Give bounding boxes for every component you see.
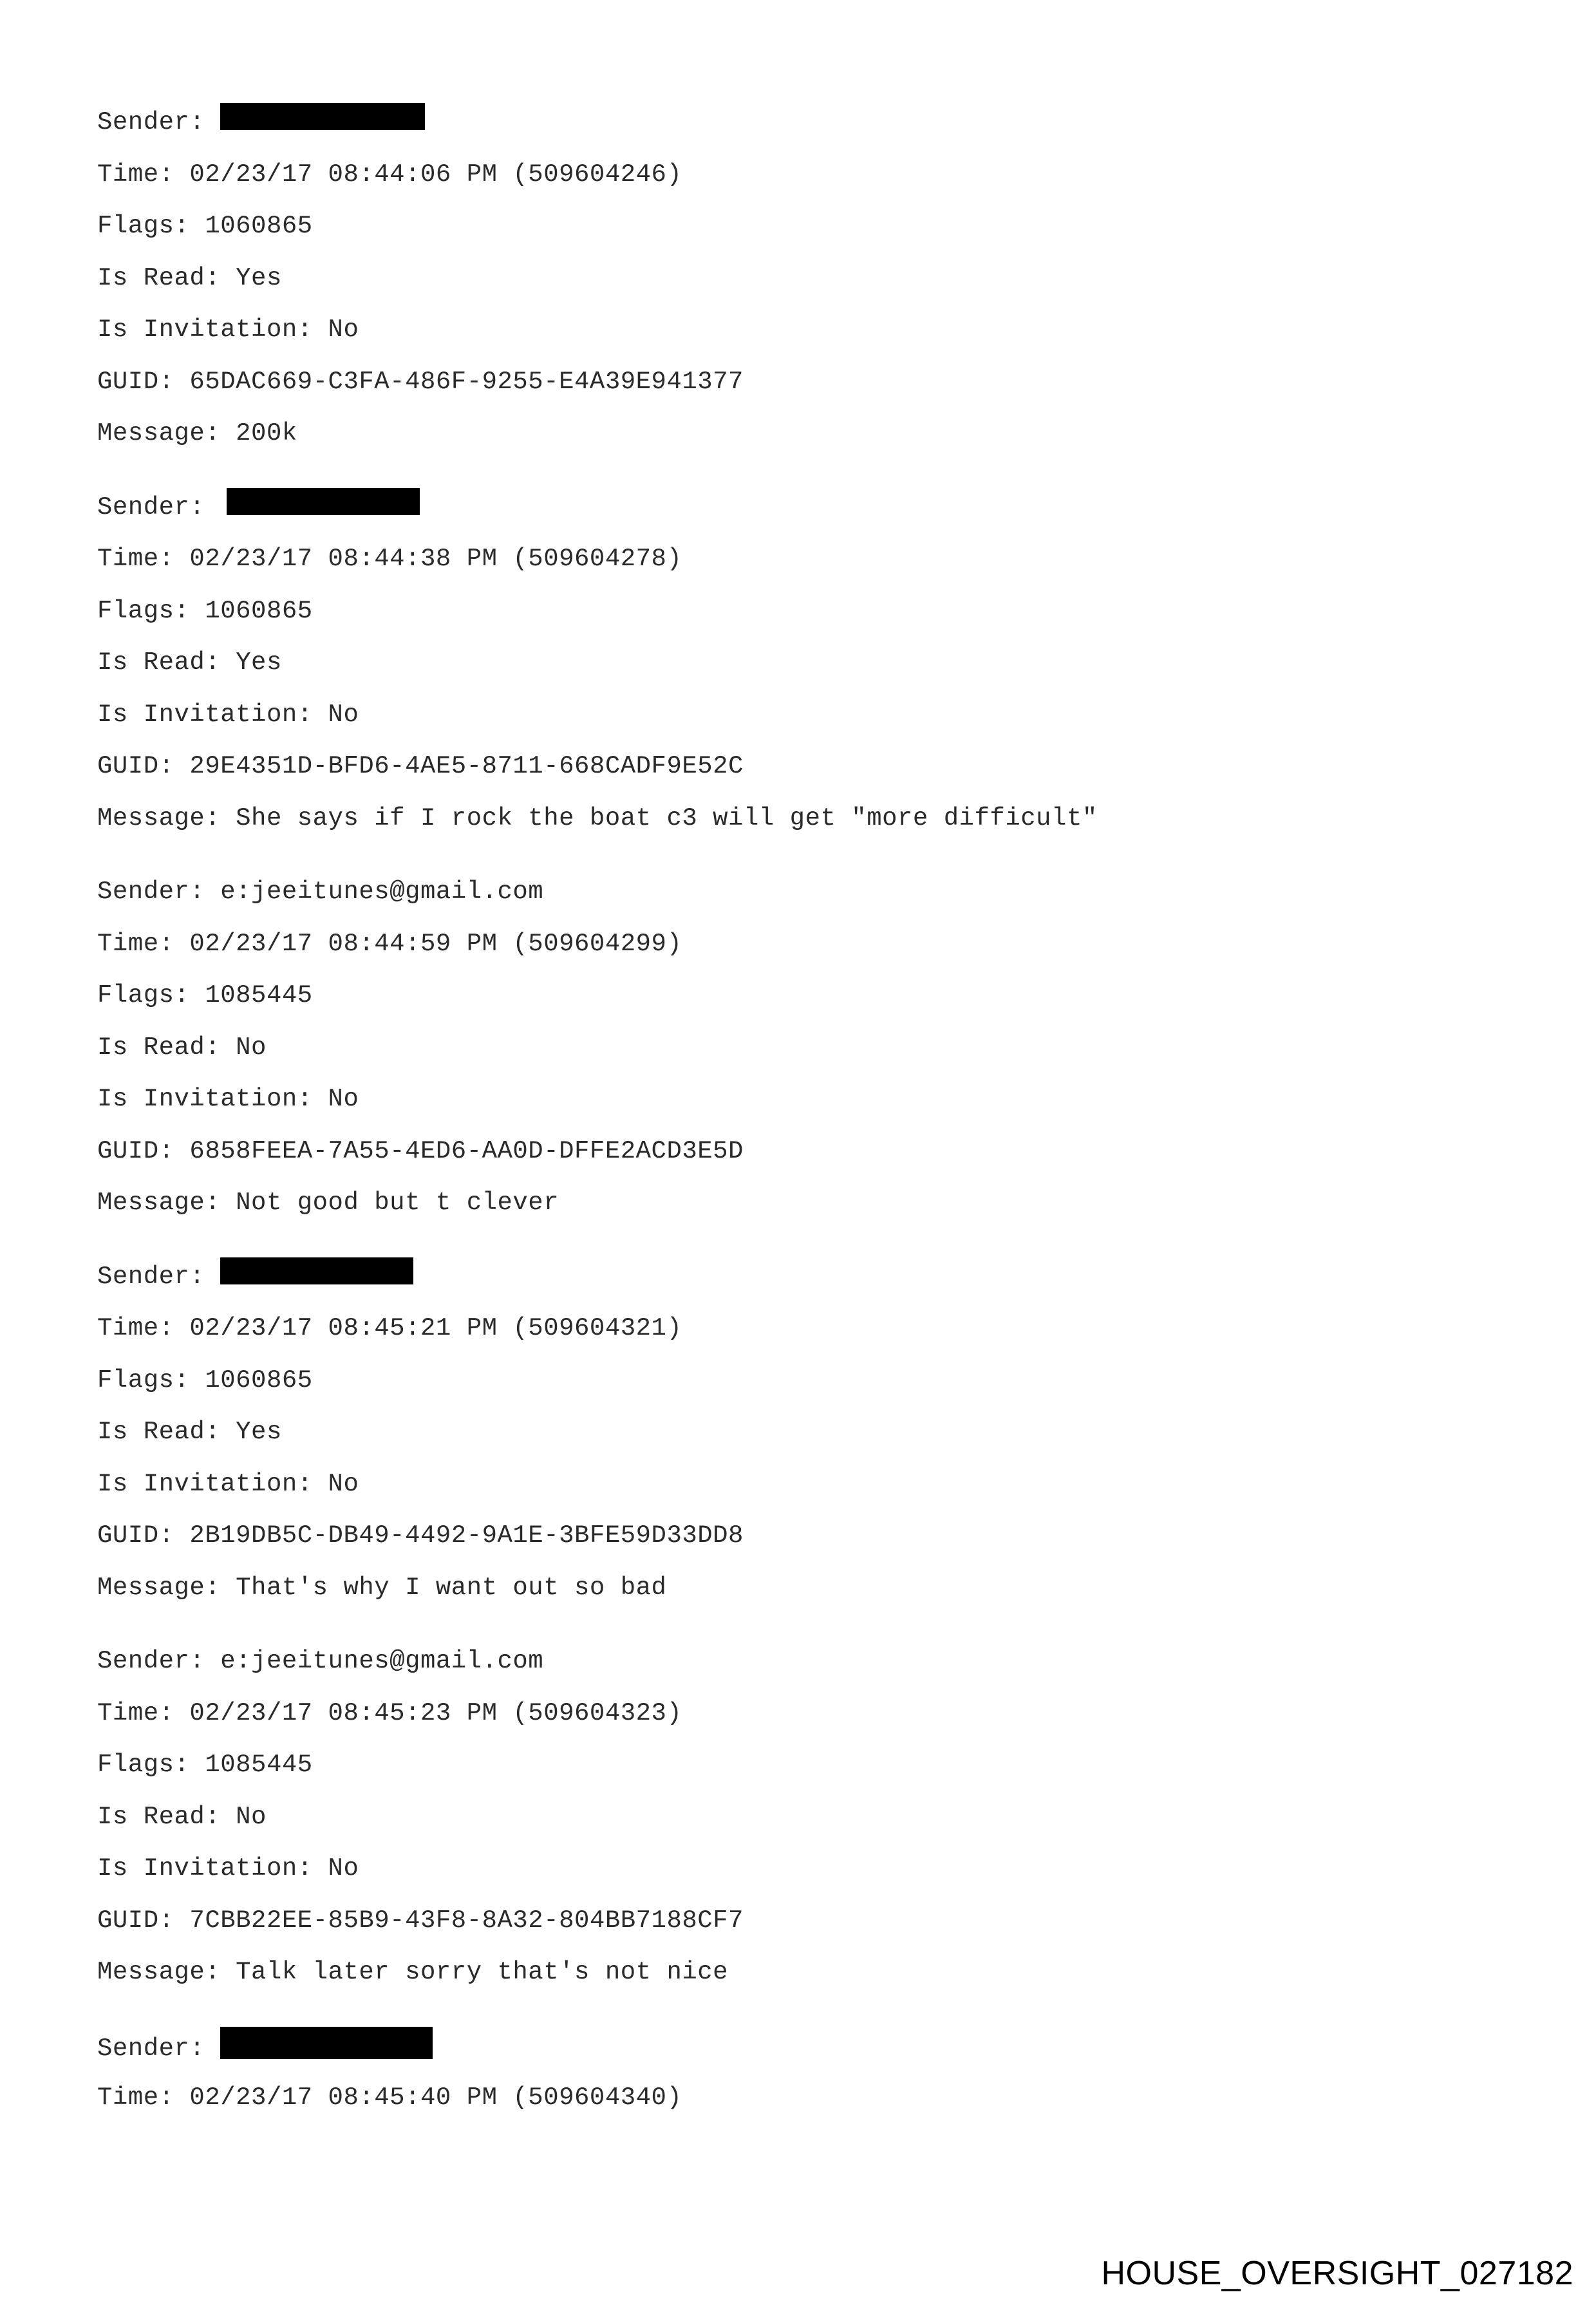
is-read-line: Is Read: No	[97, 1033, 267, 1062]
time-line: Time: 02/23/17 08:44:59 PM (509604299)	[97, 929, 682, 958]
sender-redaction	[220, 1257, 413, 1284]
sender-label: Sender:	[97, 108, 221, 136]
is-invitation-line: Is Invitation: No	[97, 700, 359, 729]
flags-line: Flags: 1085445	[97, 1751, 313, 1779]
message-log	[97, 103, 1514, 2152]
message-entry	[97, 2027, 1514, 2130]
bates-number: HOUSE_OVERSIGHT_027182	[1101, 2255, 1573, 2292]
message-line: Message: Not good but t clever	[97, 1189, 559, 1217]
time-line: Time: 02/23/17 08:45:23 PM (509604323)	[97, 1698, 682, 1727]
sender-line	[97, 2027, 1514, 2079]
message-line: Message: Talk later sorry that's not nice	[97, 1958, 729, 1986]
sender-line	[97, 1257, 1514, 1310]
is-read-line: Is Read: Yes	[97, 263, 282, 292]
sender-line	[97, 488, 1514, 540]
sender-redaction	[227, 488, 420, 515]
guid-line: GUID: 7CBB22EE-85B9-43F8-8A32-804BB7188CF7	[97, 1906, 744, 1935]
sender-address: e:jeeitunes@gmail.com	[220, 1647, 544, 1675]
sender-label: Sender:	[97, 493, 221, 522]
time-line: Time: 02/23/17 08:44:06 PM (509604246)	[97, 160, 682, 189]
is-read-line: Is Read: Yes	[97, 648, 282, 677]
flags-line: Flags: 1085445	[97, 981, 313, 1010]
message-line: Message: That's why I want out so bad	[97, 1573, 667, 1602]
is-read-line: Is Read: No	[97, 1802, 267, 1831]
message-entry	[97, 872, 1514, 1236]
guid-line: GUID: 2B19DB5C-DB49-4492-9A1E-3BFE59D33DD8	[97, 1521, 744, 1550]
sender-line	[97, 103, 1514, 155]
is-invitation-line: Is Invitation: No	[97, 315, 359, 344]
time-line: Time: 02/23/17 08:45:40 PM (509604340)	[97, 2083, 682, 2112]
sender-label: Sender:	[97, 878, 221, 906]
message-entry	[97, 1642, 1514, 2005]
sender-redaction	[220, 2027, 433, 2059]
flags-line: Flags: 1060865	[97, 596, 313, 625]
time-line: Time: 02/23/17 08:44:38 PM (509604278)	[97, 545, 682, 573]
sender-address: e:jeeitunes@gmail.com	[220, 878, 544, 906]
message-entry	[97, 103, 1514, 466]
flags-line: Flags: 1060865	[97, 1366, 313, 1395]
message-line: Message: She says if I rock the boat c3 will get "more difficult"	[97, 804, 1098, 832]
message-line: Message: 200k	[97, 419, 297, 447]
sender-label: Sender:	[97, 1647, 221, 1675]
message-entry	[97, 488, 1514, 851]
sender-label: Sender:	[97, 2034, 221, 2063]
is-invitation-line: Is Invitation: No	[97, 1469, 359, 1498]
is-read-line: Is Read: Yes	[97, 1418, 282, 1446]
time-line: Time: 02/23/17 08:45:21 PM (509604321)	[97, 1314, 682, 1342]
sender-redaction	[220, 103, 425, 130]
is-invitation-line: Is Invitation: No	[97, 1085, 359, 1113]
guid-line: GUID: 65DAC669-C3FA-486F-9255-E4A39E941377	[97, 367, 744, 396]
sender-label: Sender:	[97, 1262, 221, 1291]
sender-line	[97, 1642, 1514, 1694]
is-invitation-line: Is Invitation: No	[97, 1854, 359, 1883]
sender-line	[97, 872, 1514, 925]
flags-line: Flags: 1060865	[97, 212, 313, 240]
guid-line: GUID: 6858FEEA-7A55-4ED6-AA0D-DFFE2ACD3E5D	[97, 1136, 744, 1165]
message-entry	[97, 1257, 1514, 1621]
guid-line: GUID: 29E4351D-BFD6-4AE5-8711-668CADF9E52C	[97, 752, 744, 780]
